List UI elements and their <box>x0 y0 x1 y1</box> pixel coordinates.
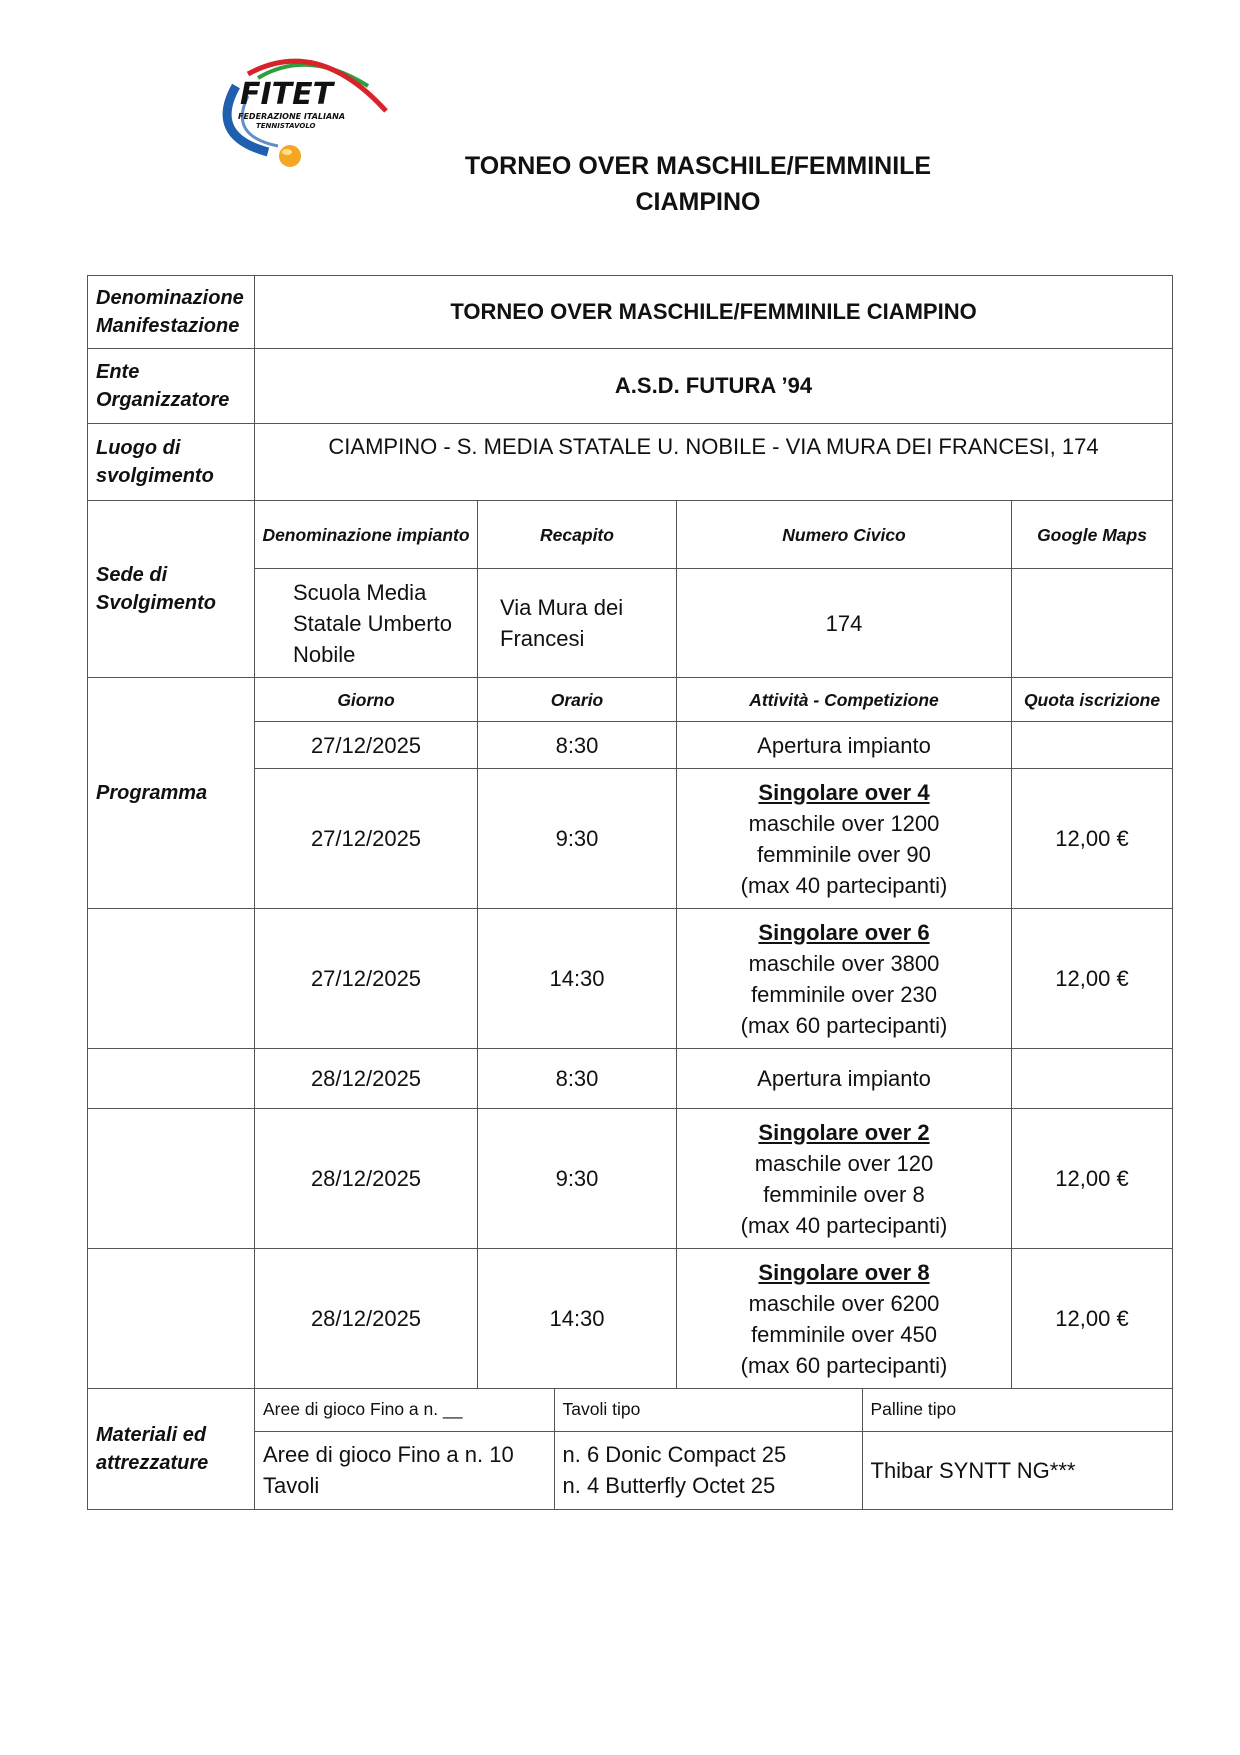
cell-orario: 9:30 <box>478 769 677 909</box>
value-line: n. 6 Donic Compact 25 <box>562 1442 787 1468</box>
cell-quota: 12,00 € <box>1012 1109 1173 1249</box>
competition-line: femminile over 8 <box>763 1181 925 1207</box>
cell-quota: 12,00 € <box>1012 1249 1173 1389</box>
header-giorno: Giorno <box>255 678 478 722</box>
title-line-1: TORNEO OVER MASCHILE/FEMMINILE <box>464 152 932 180</box>
value-denominazione: TORNEO OVER MASCHILE/FEMMINILE CIAMPINO <box>255 276 1173 349</box>
cell-giorno: 27/12/2025 <box>255 909 478 1049</box>
competition-line: (max 60 partecipanti) <box>740 1352 948 1378</box>
table-row <box>88 1049 1173 1109</box>
page-title <box>0 148 1240 220</box>
value-google-maps[interactable] <box>1012 569 1173 678</box>
competition-line: (max 60 partecipanti) <box>740 1012 948 1038</box>
competition-line: (max 40 partecipanti) <box>740 1212 948 1238</box>
label-denominazione: Denominazione Manifestazione <box>88 276 255 349</box>
header-aree-gioco: Aree di gioco Fino a n. __ <box>255 1389 554 1431</box>
value-line: Tavoli <box>263 1473 320 1499</box>
competition-line: maschile over 6200 <box>748 1290 940 1316</box>
cell-giorno: 28/12/2025 <box>255 1249 478 1389</box>
cell-attivita <box>677 769 1012 909</box>
cell-giorno: 27/12/2025 <box>255 722 478 769</box>
table-row <box>88 1249 1173 1389</box>
table-row <box>88 909 1173 1049</box>
label-luogo: Luogo di svolgimento <box>88 424 255 501</box>
cell-orario: 8:30 <box>478 722 677 769</box>
competition-line: femminile over 90 <box>757 841 931 867</box>
header-attivita: Attività - Competizione <box>677 678 1012 722</box>
value-ente: A.S.D. FUTURA ’94 <box>255 349 1173 424</box>
header-tavoli-tipo: Tavoli tipo <box>554 1389 862 1431</box>
cell-attivita: Apertura impianto <box>677 1049 1012 1109</box>
cell-quota: 12,00 € <box>1012 769 1173 909</box>
value-denominazione-impianto: Scuola Media Statale Umberto Nobile <box>255 569 478 678</box>
cell-giorno: 28/12/2025 <box>255 1049 478 1109</box>
competition-title: Singolare over 6 <box>758 919 930 945</box>
label-ente: Ente Organizzatore <box>88 349 255 424</box>
value-luogo: CIAMPINO - S. MEDIA STATALE U. NOBILE - VIA MURA DEI FRANCESI, 174 <box>255 424 1173 501</box>
value-aree-gioco <box>255 1431 554 1509</box>
header-google-maps: Google Maps <box>1012 501 1173 569</box>
header-recapito: Recapito <box>478 501 677 569</box>
header-palline-tipo: Palline tipo <box>862 1389 1173 1431</box>
competition-line: maschile over 3800 <box>748 950 940 976</box>
empty-label-cell <box>88 1249 255 1389</box>
materiali-subtable-cell <box>255 1389 1173 1510</box>
materiali-value-row <box>255 1431 1173 1509</box>
row-materiali <box>88 1389 1173 1510</box>
value-numero-civico: 174 <box>677 569 1012 678</box>
value-palline-tipo <box>862 1431 1173 1509</box>
row-denominazione <box>88 276 1173 349</box>
value-line: Thibar SYNTT NG*** <box>870 1457 1076 1483</box>
cell-orario: 9:30 <box>478 1109 677 1249</box>
cell-attivita <box>677 909 1012 1049</box>
competition-title: Singolare over 4 <box>758 779 930 805</box>
cell-orario: 14:30 <box>478 1249 677 1389</box>
row-programma-header <box>88 678 1173 722</box>
value-line: n. 4 Butterfly Octet 25 <box>562 1473 776 1499</box>
header-quota: Quota iscrizione <box>1012 678 1173 722</box>
header-denominazione-impianto: Denominazione impianto <box>255 501 478 569</box>
svg-text:FEDERAZIONE ITALIANA: FEDERAZIONE ITALIANA <box>238 112 346 121</box>
cell-orario: 14:30 <box>478 909 677 1049</box>
empty-label-cell <box>88 909 255 1049</box>
row-ente <box>88 349 1173 424</box>
competition-line: femminile over 450 <box>751 1321 937 1347</box>
competition-line: maschile over 120 <box>754 1150 934 1176</box>
value-recapito: Via Mura dei Francesi <box>478 569 677 678</box>
label-sede: Sede di Svolgimento <box>88 501 255 678</box>
row-luogo <box>88 424 1173 501</box>
row-sede-header <box>88 501 1173 569</box>
value-tavoli-tipo <box>554 1431 862 1509</box>
table-row <box>88 1109 1173 1249</box>
label-programma: Programma <box>88 678 255 909</box>
cell-quota <box>1012 1049 1173 1109</box>
cell-orario: 8:30 <box>478 1049 677 1109</box>
svg-text:TENNISTAVOLO: TENNISTAVOLO <box>256 122 316 130</box>
cell-giorno: 27/12/2025 <box>255 769 478 909</box>
cell-quota: 12,00 € <box>1012 909 1173 1049</box>
value-line: Aree di gioco Fino a n. 10 <box>263 1442 514 1468</box>
materiali-header-row <box>255 1389 1173 1431</box>
competition-title: Singolare over 2 <box>758 1119 930 1145</box>
cell-attivita <box>677 1109 1012 1249</box>
label-materiali: Materiali ed attrezzature <box>88 1389 255 1510</box>
cell-attivita <box>677 1249 1012 1389</box>
empty-label-cell <box>88 1109 255 1249</box>
header-orario: Orario <box>478 678 677 722</box>
competition-title: Singolare over 8 <box>758 1259 930 1285</box>
competition-line: femminile over 230 <box>751 981 937 1007</box>
cell-giorno: 28/12/2025 <box>255 1109 478 1249</box>
tournament-info-table <box>87 275 1173 1510</box>
header-numero-civico: Numero Civico <box>677 501 1012 569</box>
competition-line: (max 40 partecipanti) <box>740 872 948 898</box>
title-line-2: CIAMPINO <box>635 188 761 216</box>
materiali-subtable <box>255 1389 1173 1509</box>
competition-line: maschile over 1200 <box>748 810 940 836</box>
cell-attivita: Apertura impianto <box>677 722 1012 769</box>
svg-text:FITET: FITET <box>240 77 334 112</box>
cell-quota <box>1012 722 1173 769</box>
empty-label-cell <box>88 1049 255 1109</box>
